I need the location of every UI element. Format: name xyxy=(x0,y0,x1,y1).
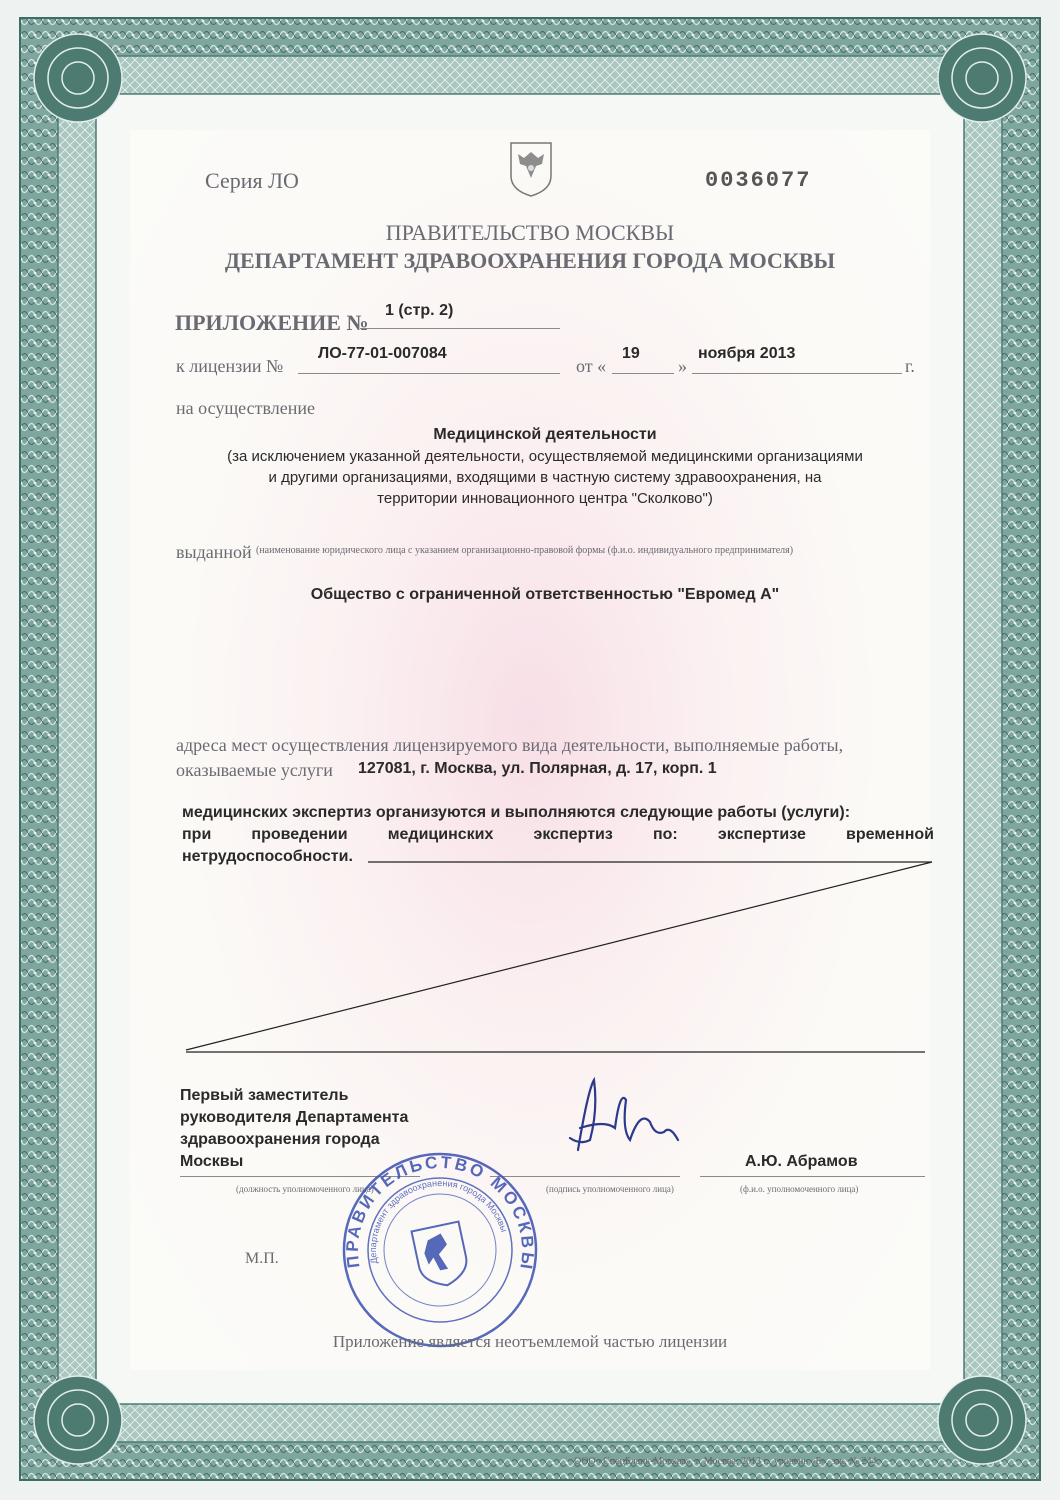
address-label-2: оказываемые услуги xyxy=(176,760,333,780)
hint-position: (должность уполномоченного лица) xyxy=(236,1184,374,1194)
activity-line-1: (за исключением указанной деятельности, осуществляемой медицинскими организациями xyxy=(227,448,863,465)
signatory-title-3: здравоохранения города xyxy=(180,1131,380,1148)
issued-hint: (наименование юридического лица с указанием организационно-правовой формы (ф.и.о. индивидуального предпринимателя) xyxy=(256,545,794,556)
series-label: Серия ЛО xyxy=(205,168,299,193)
services-line-2: при проведении медицинских экспертиз по: экспертизе временной xyxy=(182,826,934,843)
license-from-label: от « xyxy=(576,356,607,376)
printer-info: ООО «СпецБланк-Москва», г. Москва, 2013 г., уровень «Б», зак. № 244. xyxy=(574,1456,879,1467)
signatory-title-2: руководителя Департамента xyxy=(180,1109,409,1126)
activity-line-2: и другими организациями, входящими в частную систему здравоохранения, на xyxy=(268,469,822,486)
stamp-inner-text: Департамент здравоохранения города Москвы xyxy=(367,1177,510,1265)
footer-note: Приложение является неотъемлемой частью лицензии xyxy=(332,1332,728,1351)
activity-label: на осуществление xyxy=(176,398,315,418)
official-stamp xyxy=(340,1150,540,1350)
address-value: 127081, г. Москва, ул. Полярная, д. 17, корп. 1 xyxy=(358,760,717,777)
license-year-suffix: г. xyxy=(905,356,915,376)
hint-name: (ф.и.о. уполномоченного лица) xyxy=(740,1184,859,1194)
signatory-name: А.Ю. Абрамов xyxy=(745,1153,858,1170)
services-line-1: медицинских экспертиз организуются и выполняются следующие работы (услуги): xyxy=(182,804,851,821)
license-day: 19 xyxy=(622,345,640,362)
handwritten-signature xyxy=(560,1070,690,1170)
appendix-number: 1 (стр. 2) xyxy=(385,302,454,319)
department-title: ДЕПАРТАМЕНТ ЗДРАВООХРАНЕНИЯ ГОРОДА МОСКВЫ xyxy=(224,248,836,273)
issued-label: выданной xyxy=(176,542,252,562)
license-quote-close: » xyxy=(678,356,687,376)
stamp-outer-text: ПРАВИТЕЛЬСТВО МОСКВЫ xyxy=(342,1152,538,1273)
organization-name: Общество с ограниченной ответственностью "Евромед А" xyxy=(310,586,780,603)
activity-line-3: территории инновационного центра "Сколково") xyxy=(377,490,713,507)
license-month-year: ноября 2013 xyxy=(698,345,796,362)
government-title: ПРАВИТЕЛЬСТВО МОСКВЫ xyxy=(385,220,675,245)
license-prefix: к лицензии № xyxy=(176,356,284,376)
stamp-place-label: М.П. xyxy=(245,1250,279,1267)
address-label-1: адреса мест осуществления лицензируемого вида деятельности, выполняемые работы, xyxy=(176,735,844,755)
hint-signature: (подпись уполномоченного лица) xyxy=(546,1184,674,1194)
services-line-3: нетрудоспособности. xyxy=(182,848,353,865)
appendix-label: ПРИЛОЖЕНИЕ № xyxy=(175,310,369,335)
moscow-emblem-icon xyxy=(412,1222,471,1291)
signatory-title-1: Первый заместитель xyxy=(180,1087,349,1104)
license-number: ЛО-77-01-007084 xyxy=(318,345,447,362)
form-number: 0036077 xyxy=(705,168,812,193)
activity-title: Медицинской деятельности xyxy=(433,426,657,443)
signatory-title-4: Москвы xyxy=(180,1153,244,1170)
